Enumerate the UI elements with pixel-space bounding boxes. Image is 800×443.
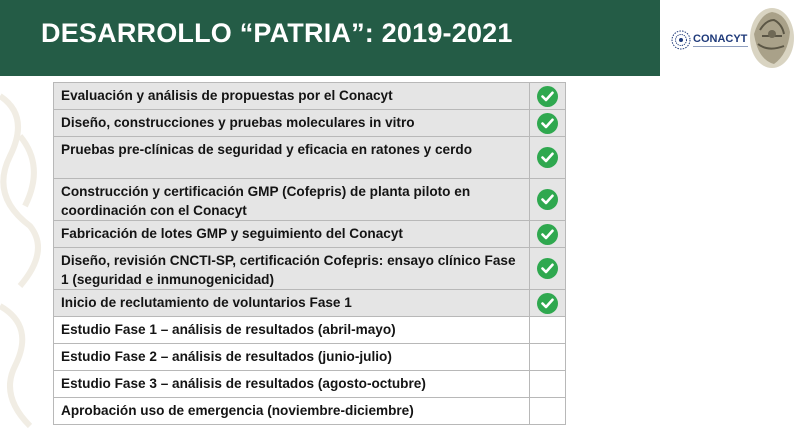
table-row: [54, 397, 565, 424]
table-row: [54, 83, 565, 109]
table-row: [54, 178, 565, 220]
slide-title: DESARROLLO “PATRIA”: 2019-2021: [41, 18, 513, 48]
check-icon: [537, 258, 558, 279]
status-cell: [530, 290, 565, 316]
milestone-text: Construcción y certificación GMP (Cofepris) de planta piloto en coordinación con el Conacyt: [54, 179, 530, 220]
status-cell: [530, 398, 565, 424]
conacyt-wordmark: CONACYT: [693, 33, 748, 45]
milestone-text: Fabricación de lotes GMP y seguimiento del Conacyt: [54, 221, 530, 247]
table-row: [54, 109, 565, 136]
status-cell: [530, 137, 565, 178]
status-cell: [530, 179, 565, 220]
milestone-text: Diseño, construcciones y pruebas moleculares in vitro: [54, 110, 530, 136]
milestone-text: Pruebas pre-clínicas de seguridad y eficacia en ratones y cerdo: [54, 137, 530, 178]
milestone-text: Estudio Fase 1 – análisis de resultados (abril-mayo): [54, 317, 530, 343]
check-icon: [537, 189, 558, 210]
milestone-table: [53, 82, 566, 425]
status-cell: [530, 221, 565, 247]
milestone-text: Estudio Fase 3 – análisis de resultados (agosto-octubre): [54, 371, 530, 397]
status-cell: [530, 83, 565, 109]
status-cell: [530, 371, 565, 397]
table-row: [54, 220, 565, 247]
mexico-2021-seal-icon: [748, 4, 796, 72]
logo-area: [660, 0, 800, 76]
table-row: [54, 316, 565, 343]
check-icon: [537, 224, 558, 245]
table-row: [54, 247, 565, 289]
check-icon: [537, 113, 558, 134]
check-icon: [537, 147, 558, 168]
conacyt-subline: [693, 46, 748, 50]
table-row: [54, 289, 565, 316]
status-cell: [530, 110, 565, 136]
status-cell: [530, 317, 565, 343]
check-icon: [537, 86, 558, 107]
slide-header: [0, 0, 660, 76]
table-row: [54, 343, 565, 370]
table-row: [54, 370, 565, 397]
status-cell: [530, 248, 565, 289]
milestone-text: Estudio Fase 2 – análisis de resultados (junio-julio): [54, 344, 530, 370]
decorative-ornament: [0, 76, 55, 443]
milestone-text: Diseño, revisión CNCTI-SP, certificación Cofepris: ensayo clínico Fase 1 (seguridad e inmunogenicidad): [54, 248, 530, 289]
status-cell: [530, 344, 565, 370]
milestone-text: Evaluación y análisis de propuestas por el Conacyt: [54, 83, 530, 109]
conacyt-logo-icon: [671, 30, 691, 50]
table-row: [54, 136, 565, 178]
milestone-text: Inicio de reclutamiento de voluntarios Fase 1: [54, 290, 530, 316]
milestone-text: Aprobación uso de emergencia (noviembre-diciembre): [54, 398, 530, 424]
check-icon: [537, 293, 558, 314]
